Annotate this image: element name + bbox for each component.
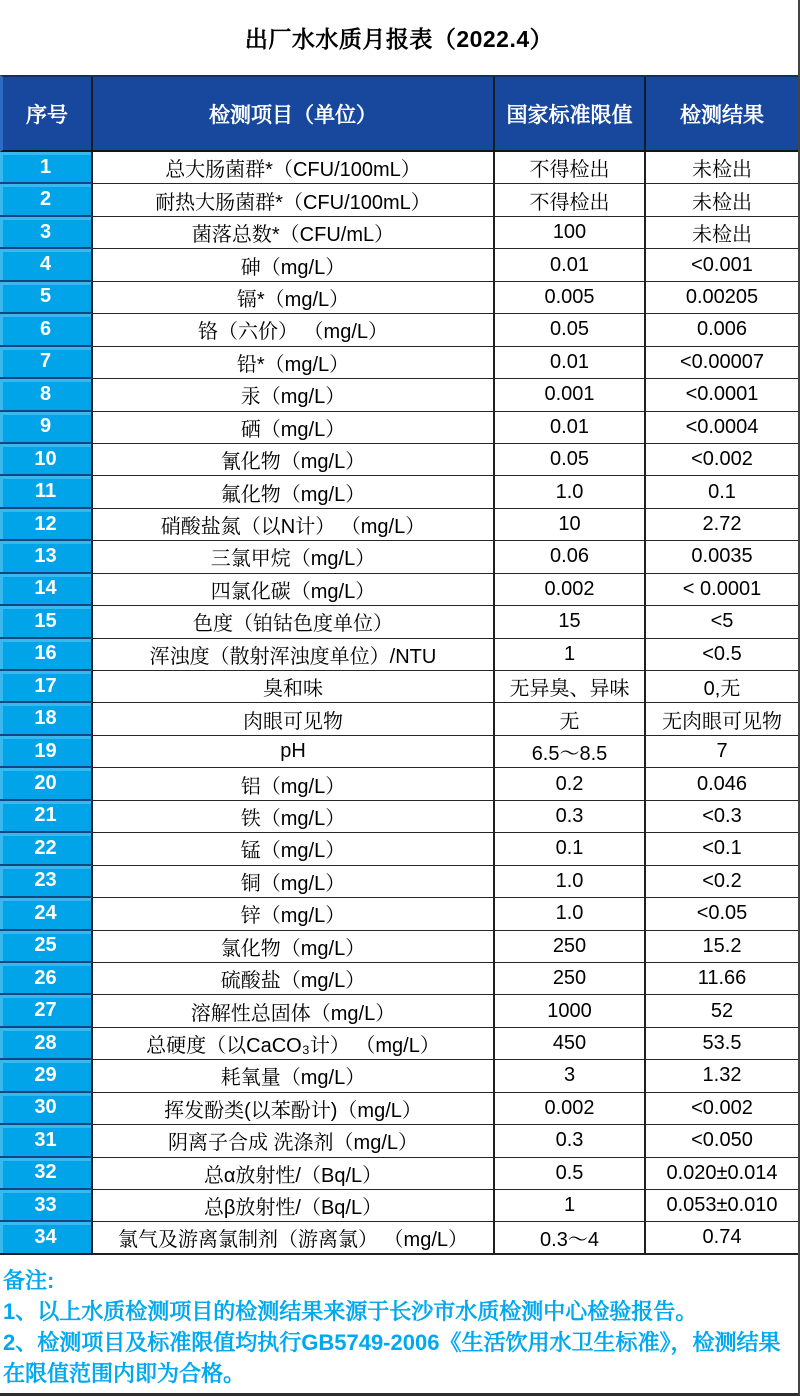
table-row: [0, 1125, 798, 1157]
table-row: [0, 184, 798, 216]
limit-cell: 10: [495, 509, 646, 541]
limit-cell: 250: [495, 931, 646, 963]
result-cell: 0,无: [646, 671, 798, 703]
result-cell: <0.3: [646, 801, 798, 833]
item-cell: 臭和味: [93, 671, 495, 703]
table-row: [0, 152, 798, 184]
note-line-1: 1、以上水质检测项目的检测结果来源于长沙市水质检测中心检验报告。: [3, 1299, 698, 1324]
limit-cell: 0.01: [495, 249, 646, 281]
item-cell: 总β放射性/（Bq/L）: [93, 1190, 495, 1222]
item-cell: 三氯甲烷（mg/L）: [93, 541, 495, 573]
note-line-2: 2、检测项目及标准限值均执行GB5749-2006《生活饮用水卫生标准》，检测结果在限值范围内即为合格。: [3, 1330, 781, 1386]
row-index-cell: 3: [0, 217, 93, 249]
table-row: [0, 379, 798, 411]
row-index-cell: 15: [0, 606, 93, 638]
row-index-cell: 27: [0, 995, 93, 1027]
table-row: [0, 963, 798, 995]
result-cell: <0.2: [646, 866, 798, 898]
result-cell: <0.001: [646, 249, 798, 281]
table-row: [0, 801, 798, 833]
limit-cell: 250: [495, 963, 646, 995]
result-cell: <0.0001: [646, 379, 798, 411]
row-index-cell: 14: [0, 574, 93, 606]
result-cell: 0.74: [646, 1222, 798, 1254]
table-row: [0, 509, 798, 541]
header-result: 检测结果: [680, 103, 764, 127]
result-cell: <0.5: [646, 639, 798, 671]
header-limit: 国家标准限值: [495, 77, 646, 150]
result-cell: 11.66: [646, 963, 798, 995]
table-row: [0, 703, 798, 735]
row-index-cell: 26: [0, 963, 93, 995]
result-cell: <0.05: [646, 898, 798, 930]
item-cell: 砷（mg/L）: [93, 249, 495, 281]
row-index-cell: 10: [0, 444, 93, 476]
table-row: [0, 1060, 798, 1092]
item-cell: 溶解性总固体（mg/L）: [93, 995, 495, 1027]
row-index-cell: 25: [0, 931, 93, 963]
item-cell: 色度（铂钴色度单位）: [93, 606, 495, 638]
table-row: [0, 249, 798, 281]
limit-cell: 0.2: [495, 768, 646, 800]
row-index-cell: 8: [0, 379, 93, 411]
limit-cell: 15: [495, 606, 646, 638]
limit-cell: 无: [495, 703, 646, 735]
header-no: 序号: [3, 77, 93, 150]
limit-cell: 不得检出: [495, 152, 646, 184]
limit-cell: 6.5～8.5: [495, 736, 646, 768]
item-cell: 总大肠菌群*（CFU/100mL）: [93, 152, 495, 184]
row-index-cell: 17: [0, 671, 93, 703]
table-row: [0, 995, 798, 1027]
table-row: [0, 1028, 798, 1060]
result-cell: 未检出: [646, 152, 798, 184]
row-index-cell: 34: [0, 1222, 93, 1254]
item-cell: 镉*（mg/L）: [93, 282, 495, 314]
table-body: [0, 152, 798, 1255]
item-cell: 汞（mg/L）: [93, 379, 495, 411]
row-index-cell: 33: [0, 1190, 93, 1222]
limit-cell: 0.3～4: [495, 1222, 646, 1254]
result-cell: 0.1: [646, 476, 798, 508]
item-cell: 铅*（mg/L）: [93, 347, 495, 379]
item-cell: 肉眼可见物: [93, 703, 495, 735]
result-cell: <0.002: [646, 1093, 798, 1125]
result-cell: 7: [646, 736, 798, 768]
limit-cell: 0.005: [495, 282, 646, 314]
table-row: [0, 866, 798, 898]
table-row: [0, 314, 798, 346]
row-index-cell: 24: [0, 898, 93, 930]
table-row: [0, 671, 798, 703]
item-cell: 挥发酚类(以苯酚计)（mg/L）: [93, 1093, 495, 1125]
limit-cell: 3: [495, 1060, 646, 1092]
item-cell: 硝酸盐氮（以N计） （mg/L）: [93, 509, 495, 541]
limit-cell: 1.0: [495, 898, 646, 930]
result-cell: 0.0035: [646, 541, 798, 573]
row-index-cell: 31: [0, 1125, 93, 1157]
row-index-cell: 29: [0, 1060, 93, 1092]
result-cell: <0.1: [646, 833, 798, 865]
limit-cell: 450: [495, 1028, 646, 1060]
item-cell: pH: [93, 736, 495, 768]
limit-cell: 0.5: [495, 1158, 646, 1190]
limit-cell: 1: [495, 1190, 646, 1222]
table-row: [0, 412, 798, 444]
row-index-cell: 5: [0, 282, 93, 314]
item-cell: 耐热大肠菌群*（CFU/100mL）: [93, 184, 495, 216]
row-index-cell: 18: [0, 703, 93, 735]
row-index-cell: 9: [0, 412, 93, 444]
result-cell: 未检出: [646, 217, 798, 249]
limit-cell: 0.05: [495, 314, 646, 346]
table-header-row: [0, 75, 798, 152]
item-cell: 阴离子合成 洗涤剂（mg/L）: [93, 1125, 495, 1157]
limit-cell: 1.0: [495, 866, 646, 898]
table-row: [0, 768, 798, 800]
limit-cell: 0.001: [495, 379, 646, 411]
row-index-cell: 2: [0, 184, 93, 216]
row-index-cell: 13: [0, 541, 93, 573]
item-cell: 氯化物（mg/L）: [93, 931, 495, 963]
result-cell: 0.006: [646, 314, 798, 346]
limit-cell: 1000: [495, 995, 646, 1027]
result-cell: <0.002: [646, 444, 798, 476]
header-item: 检测项目（单位）: [93, 77, 495, 150]
item-cell: 浑浊度（散射浑浊度单位）/NTU: [93, 639, 495, 671]
limit-cell: 0.002: [495, 1093, 646, 1125]
item-cell: 铬（六价） （mg/L）: [93, 314, 495, 346]
table-row: [0, 217, 798, 249]
result-cell: 52: [646, 995, 798, 1027]
table-row: [0, 606, 798, 638]
limit-cell: 100: [495, 217, 646, 249]
item-cell: 铝（mg/L）: [93, 768, 495, 800]
result-cell: <5: [646, 606, 798, 638]
table-row: [0, 1158, 798, 1190]
item-cell: 氟化物（mg/L）: [93, 476, 495, 508]
row-index-cell: 12: [0, 509, 93, 541]
notes-section: [0, 1255, 798, 1389]
water-quality-table: [0, 75, 798, 1255]
result-cell: 0.00205: [646, 282, 798, 314]
result-cell: 无肉眼可见物: [646, 703, 798, 735]
row-index-cell: 23: [0, 866, 93, 898]
table-row: [0, 898, 798, 930]
limit-cell: 0.3: [495, 1125, 646, 1157]
table-row: [0, 347, 798, 379]
row-index-cell: 20: [0, 768, 93, 800]
item-cell: 锰（mg/L）: [93, 833, 495, 865]
limit-cell: 0.1: [495, 833, 646, 865]
item-cell: 铜（mg/L）: [93, 866, 495, 898]
result-cell: <0.0004: [646, 412, 798, 444]
result-cell: 0.046: [646, 768, 798, 800]
row-index-cell: 7: [0, 347, 93, 379]
page-title: 出厂水水质月报表（2022.4）: [244, 26, 554, 52]
item-cell: 总硬度（以CaCO₃计） （mg/L）: [93, 1028, 495, 1060]
item-cell: 铁（mg/L）: [93, 801, 495, 833]
table-row: [0, 1222, 798, 1254]
row-index-cell: 28: [0, 1028, 93, 1060]
item-cell: 锌（mg/L）: [93, 898, 495, 930]
result-cell: 2.72: [646, 509, 798, 541]
limit-cell: 1.0: [495, 476, 646, 508]
result-cell: 15.2: [646, 931, 798, 963]
row-index-cell: 16: [0, 639, 93, 671]
table-row: [0, 639, 798, 671]
table-row: [0, 931, 798, 963]
row-index-cell: 19: [0, 736, 93, 768]
row-index-cell: 11: [0, 476, 93, 508]
result-cell: 未检出: [646, 184, 798, 216]
item-cell: 四氯化碳（mg/L）: [93, 574, 495, 606]
item-cell: 氯气及游离氯制剂（游离氯） （mg/L）: [93, 1222, 495, 1254]
table-row: [0, 541, 798, 573]
item-cell: 氰化物（mg/L）: [93, 444, 495, 476]
row-index-cell: 4: [0, 249, 93, 281]
limit-cell: 不得检出: [495, 184, 646, 216]
limit-cell: 0.06: [495, 541, 646, 573]
limit-cell: 0.01: [495, 347, 646, 379]
result-cell: 0.020±0.014: [646, 1158, 798, 1190]
result-cell: 1.32: [646, 1060, 798, 1092]
table-row: [0, 444, 798, 476]
row-index-cell: 32: [0, 1158, 93, 1190]
table-row: [0, 736, 798, 768]
table-row: [0, 1093, 798, 1125]
row-index-cell: 21: [0, 801, 93, 833]
item-cell: 耗氧量（mg/L）: [93, 1060, 495, 1092]
limit-cell: 0.01: [495, 412, 646, 444]
item-cell: 总α放射性/（Bq/L）: [93, 1158, 495, 1190]
item-cell: 硫酸盐（mg/L）: [93, 963, 495, 995]
limit-cell: 无异臭、异味: [495, 671, 646, 703]
result-cell: 0.053±0.010: [646, 1190, 798, 1222]
result-cell: <0.050: [646, 1125, 798, 1157]
result-cell: 53.5: [646, 1028, 798, 1060]
row-index-cell: 6: [0, 314, 93, 346]
item-cell: 菌落总数*（CFU/mL）: [93, 217, 495, 249]
table-row: [0, 1190, 798, 1222]
row-index-cell: 30: [0, 1093, 93, 1125]
table-row: [0, 833, 798, 865]
table-row: [0, 574, 798, 606]
limit-cell: 1: [495, 639, 646, 671]
table-row: [0, 282, 798, 314]
notes-label: 备注:: [3, 1268, 55, 1293]
limit-cell: 0.05: [495, 444, 646, 476]
limit-cell: 0.3: [495, 801, 646, 833]
row-index-cell: 1: [0, 152, 93, 184]
result-cell: < 0.0001: [646, 574, 798, 606]
result-cell: <0.00007: [646, 347, 798, 379]
item-cell: 硒（mg/L）: [93, 412, 495, 444]
table-row: [0, 476, 798, 508]
row-index-cell: 22: [0, 833, 93, 865]
limit-cell: 0.002: [495, 574, 646, 606]
